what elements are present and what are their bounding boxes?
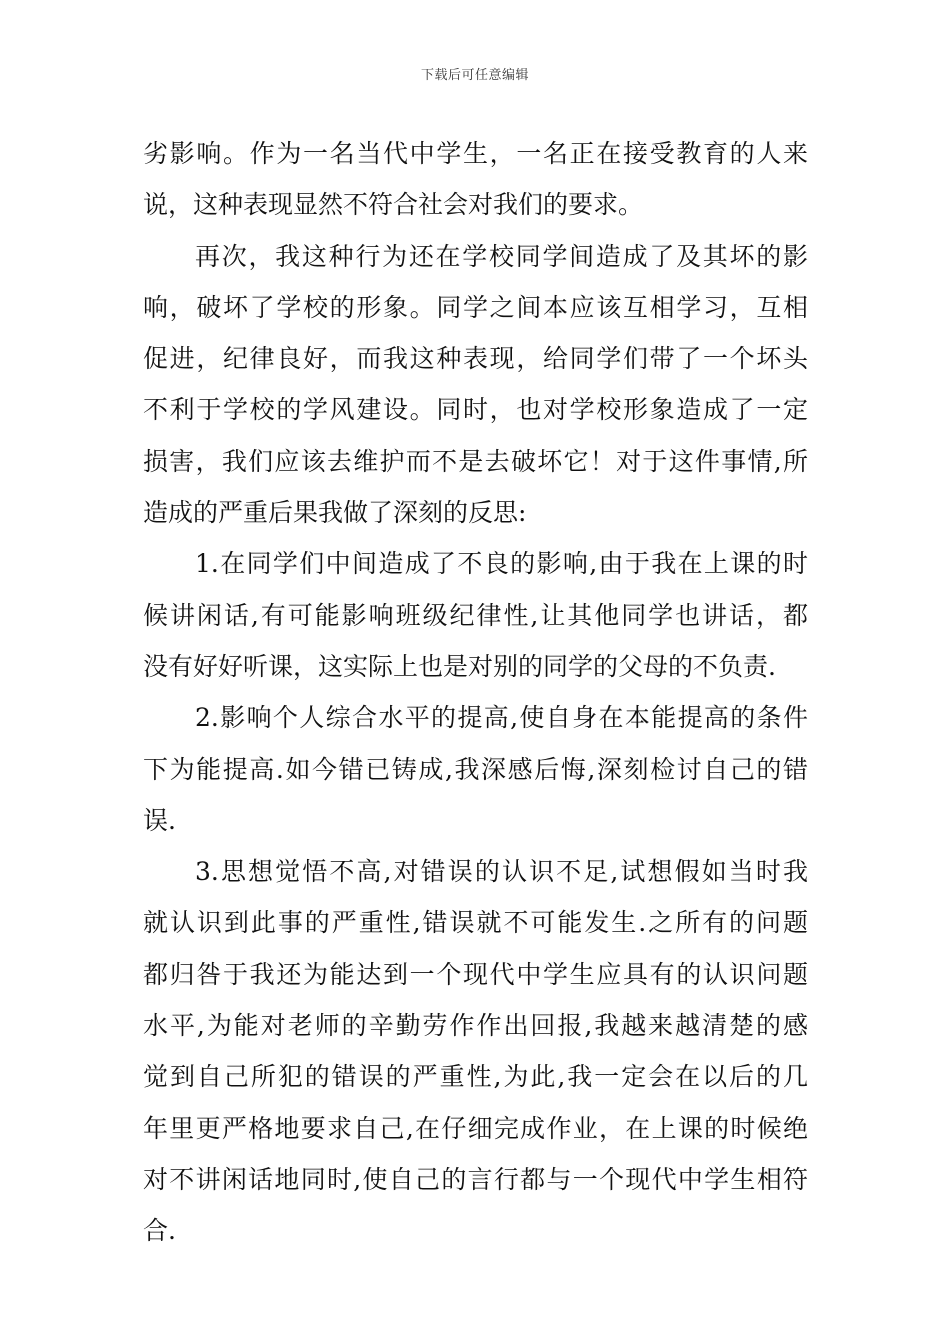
text-line: 促进，纪律良好，而我这种表现，给同学们带了一个坏头 (143, 344, 808, 374)
text-line: 都归咎于我还为能达到一个现代中学生应具有的认识问题 (143, 959, 808, 989)
text-line: 水平,为能对老师的辛勤劳作作出回报,我越来越清楚的感 (143, 1011, 808, 1041)
text-line: 对不讲闲话地同时,使自己的言行都与一个现代中学生相符 (143, 1164, 808, 1194)
text-line: 劣影响。作为一名当代中学生，一名正在接受教育的人来 (143, 139, 808, 168)
text-line: 造成的严重后果我做了深刻的反思: (143, 498, 527, 528)
text-line: 觉到自己所犯的错误的严重性,为此,我一定会在以后的几 (143, 1062, 808, 1092)
text-line: 2.影响个人综合水平的提高,使自身在本能提高的条件 (195, 703, 808, 733)
text-line: 响，破坏了学校的形象。同学之间本应该互相学习，互相 (143, 292, 808, 322)
text-line: 没有好好听课，这实际上也是对别的同学的父母的不负责. (143, 651, 776, 681)
text-line: 年里更严格地要求自己,在仔细完成作业，在上课的时候绝 (143, 1113, 808, 1143)
text-line: 再次，我这种行为还在学校同学间造成了及其坏的影 (195, 241, 808, 271)
text-line: 就认识到此事的严重性,错误就不可能发生.之所有的问题 (143, 908, 808, 938)
text-line: 误. (143, 805, 176, 835)
text-line: 下为能提高.如今错已铸成,我深感后悔,深刻检讨自己的错 (143, 754, 808, 784)
text-line: 损害，我们应该去维护而不是去破坏它！对于这件事情,所 (143, 446, 808, 476)
text-line: 合. (143, 1216, 176, 1246)
document-body (143, 128, 808, 1257)
page-header-note: 下载后可任意编辑 (420, 68, 529, 83)
text-line: 说，这种表现显然不符合社会对我们的要求。 (143, 190, 644, 220)
text-line: 1.在同学们中间造成了不良的影响,由于我在上课的时 (195, 549, 808, 579)
text-line: 3.思想觉悟不高,对错误的认识不足,试想假如当时我 (195, 857, 808, 887)
text-line: 候讲闲话,有可能影响班级纪律性,让其他同学也讲话，都 (143, 600, 808, 630)
text-line: 不利于学校的学风建设。同时，也对学校形象造成了一定 (143, 395, 808, 425)
